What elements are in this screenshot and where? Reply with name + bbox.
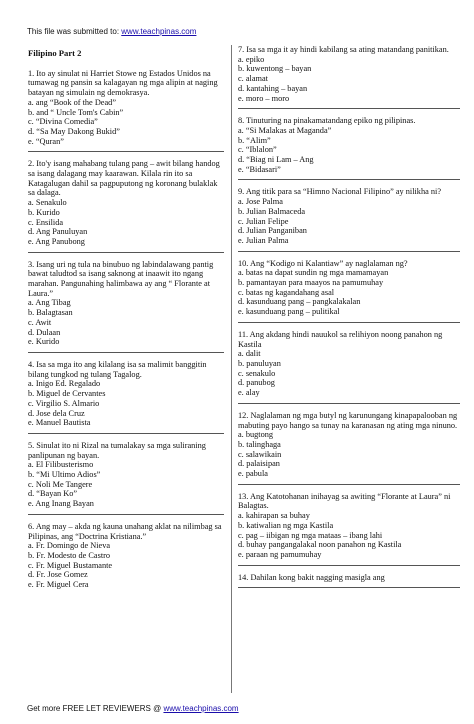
answer-option: c. Fr. Miguel Bustamante bbox=[28, 560, 113, 570]
answer-option: b. kuwentong – bayan bbox=[238, 64, 312, 74]
answer-option: a. Jose Palma bbox=[238, 197, 283, 207]
answer-option: d. Fr. Jose Gomez bbox=[28, 570, 88, 580]
question-item bbox=[238, 573, 460, 589]
answer-option: b. “Alim” bbox=[238, 135, 271, 145]
answer-option: d. buhay pangangalakal noon panahon ng Kastila bbox=[238, 540, 402, 550]
question-stem: 9. Ang titik para sa “Himno Nacional Filipino” ay nilikha ni? bbox=[238, 187, 442, 197]
question-stem: 14. Dahilan kong bakit nagging masigla ang bbox=[238, 572, 385, 582]
question-item bbox=[28, 260, 224, 353]
answer-option: c. senakulo bbox=[238, 368, 276, 378]
answer-option: c. alamat bbox=[238, 74, 268, 84]
answer-option: d. kasunduang pang – pangkalakalan bbox=[238, 297, 361, 307]
submission-note-prefix: This file was submitted to: bbox=[27, 27, 122, 36]
answer-option: e. moro – moro bbox=[238, 93, 290, 103]
answer-option: a. “Si Malakas at Maganda” bbox=[238, 125, 332, 135]
answer-option: c. Awit bbox=[28, 317, 52, 327]
answer-option: a. kahirapan sa buhay bbox=[238, 511, 310, 521]
answer-option: b. Balagtasan bbox=[28, 308, 73, 318]
question-item bbox=[238, 330, 460, 404]
question-stem: 13. Ang Katotohanan inihayag sa awiting “Florante at Laura” ni Balagtas. bbox=[238, 491, 451, 511]
answer-option: a. bugtong bbox=[238, 430, 274, 440]
answer-option: c. batas ng kagandahang asal bbox=[238, 287, 335, 297]
answer-option: a. Senakulo bbox=[28, 198, 67, 208]
answer-option: d. palaisipan bbox=[238, 459, 280, 469]
answer-option: c. pag – iibigan ng mga mataas – ibang lahi bbox=[238, 530, 383, 540]
answer-option: e. Fr. Miguel Cera bbox=[28, 580, 89, 590]
question-item bbox=[238, 45, 460, 109]
answer-option: a. dalit bbox=[238, 349, 261, 359]
answer-option: b. Julian Balmaceda bbox=[238, 206, 306, 216]
answer-option: d. Ang Panuluyan bbox=[28, 227, 88, 237]
answer-option: b. “Mi Ultimo Adios” bbox=[28, 470, 101, 480]
question-stem: 12. Naglalaman ng mga butyl ng karunungang kinapapalooban ng mabuting payo hango sa tunay na karanasan ng ating mga ninuno. bbox=[238, 410, 458, 430]
left-column bbox=[28, 45, 224, 602]
answer-option: e. Manuel Bautista bbox=[28, 418, 91, 428]
answer-option: d. panubog bbox=[238, 378, 275, 388]
answer-option: e. “Bidasari” bbox=[238, 164, 281, 174]
answer-option: c. Julian Felipe bbox=[238, 216, 289, 226]
question-stem: 10. Ang “Kodigo ni Kalantiaw” ay naglalaman ng? bbox=[238, 258, 408, 268]
submission-note bbox=[27, 27, 196, 36]
answer-option: a. Fr. Domingo de Nieva bbox=[28, 541, 111, 551]
answer-option: c. “Iblalon” bbox=[238, 145, 277, 155]
answer-option: e. Julian Palma bbox=[238, 235, 289, 245]
answer-option: e. “Quran” bbox=[28, 136, 64, 146]
answer-option: b. Fr. Modesto de Castro bbox=[28, 550, 111, 560]
answer-option: c. “Divina Comedia” bbox=[28, 117, 98, 127]
page-title: Filipino Part 2 bbox=[28, 48, 82, 58]
question-stem: 4. Isa sa mga ito ang kilalang isa sa malimit banggitin bilang tungkod ng tulang Tagalog. bbox=[28, 359, 207, 379]
answer-option: b. talinghaga bbox=[238, 439, 281, 449]
answer-option: c. Ensilida bbox=[28, 217, 64, 227]
answer-option: c. Virgilio S. Almario bbox=[28, 398, 100, 408]
footer-link[interactable]: www.teachpinas.com bbox=[163, 704, 239, 713]
question-stem: 8. Tinuturing na pinakamatandang epiko ng pilipinas. bbox=[238, 116, 416, 126]
answer-option: e. alay bbox=[238, 388, 260, 398]
footer-note bbox=[27, 704, 239, 713]
answer-option: a. El Filibusterismo bbox=[28, 460, 94, 470]
answer-option: e. pabula bbox=[238, 469, 268, 479]
answer-option: d. “Biag ni Lam – Ang bbox=[238, 155, 314, 165]
answer-option: c. Noli Me Tangere bbox=[28, 479, 93, 489]
question-item bbox=[238, 116, 460, 180]
answer-option: a. batas na dapat sundin ng mga mamamayan bbox=[238, 268, 389, 278]
question-stem: 11. Ang akdang hindi nauukol sa relihiyon noong panahon ng Kastila bbox=[238, 329, 443, 349]
question-item bbox=[28, 441, 224, 515]
question-item bbox=[238, 259, 460, 323]
submission-link[interactable]: www.teachpinas.com bbox=[121, 27, 197, 36]
question-item bbox=[238, 411, 460, 485]
footer-note-prefix: Get more FREE LET REVIEWERS @ bbox=[27, 704, 164, 713]
left-question-list bbox=[28, 69, 224, 595]
answer-option: d. Julian Panganiban bbox=[238, 226, 307, 236]
answer-option: e. Ang Panubong bbox=[28, 236, 85, 246]
question-stem: 6. Ang may – akda ng kauna unahang aklat na nilimbag sa Pilipinas, ang “Doctrina Kristiana.” bbox=[28, 521, 222, 541]
answer-option: b. katiwalian ng mga Kastila bbox=[238, 520, 334, 530]
question-stem: 3. Isang uri ng tula na binubuo ng labindalawang pantig bawat taludtod sa isang saknong at inaawit ito ngang marahan. Pangunahing halimbawa ay ang “ Florante at Laura.” bbox=[28, 259, 214, 298]
answer-option: a. ang “Book of the Dead” bbox=[28, 97, 117, 107]
question-item bbox=[28, 159, 224, 252]
question-item bbox=[28, 360, 224, 434]
answer-option: d. Jose dela Cruz bbox=[28, 408, 85, 418]
question-stem: 1. Ito ay sinulat ni Harriet Stowe ng Estados Unidos na tumawag ng pansin sa kalagayan ng mga alipin at naging batayan ng simulain ng demokrasya. bbox=[28, 68, 218, 98]
answer-option: c. salawikain bbox=[238, 449, 282, 459]
answer-option: a. Inigo Ed. Regalado bbox=[28, 379, 101, 389]
question-stem: 5. Sinulat ito ni Rizal na tumalakay sa mga suliraning panlipunan ng bayan. bbox=[28, 440, 206, 460]
answer-option: b. and “ Uncle Tom's Cabin” bbox=[28, 107, 124, 117]
answer-option: d. kantahing – bayan bbox=[238, 83, 308, 93]
question-stem: 2. Ito'y isang mahabang tulang pang – awit bilang handog sa isang dalagang may kaarawan. Kilala rin ito sa Katagalugan dahil sa pagpuputong ng koronang bulaklak sa dalaga. bbox=[28, 159, 220, 198]
answer-option: b. Kurido bbox=[28, 207, 60, 217]
question-item bbox=[28, 522, 224, 595]
answer-option: e. Ang Inang Bayan bbox=[28, 499, 94, 509]
answer-option: d. Dulaan bbox=[28, 327, 61, 337]
answer-option: b. Miguel de Cervantes bbox=[28, 389, 106, 399]
answer-option: d. “Sa May Dakong Bukid” bbox=[28, 126, 120, 136]
answer-option: e. Kurido bbox=[28, 337, 60, 347]
question-stem: 7. Isa sa mga it ay hindi kabilang sa ating matandang panitikan. bbox=[238, 45, 449, 54]
question-item bbox=[238, 187, 460, 251]
question-item bbox=[238, 492, 460, 566]
right-column bbox=[238, 45, 460, 595]
right-question-list bbox=[238, 45, 460, 588]
answer-option: b. pamantayan para maayos na pamumuhay bbox=[238, 278, 384, 288]
question-item bbox=[28, 69, 224, 153]
answer-option: e. kasunduang pang – pulitikal bbox=[238, 307, 340, 317]
answer-option: d. “Bayan Ko” bbox=[28, 489, 78, 499]
answer-option: a. Ang Tibag bbox=[28, 298, 71, 308]
answer-option: b. panuluyan bbox=[238, 358, 281, 368]
column-divider bbox=[231, 45, 232, 693]
answer-option: e. paraan ng pamumuhay bbox=[238, 549, 322, 559]
answer-option: a. epiko bbox=[238, 54, 265, 64]
